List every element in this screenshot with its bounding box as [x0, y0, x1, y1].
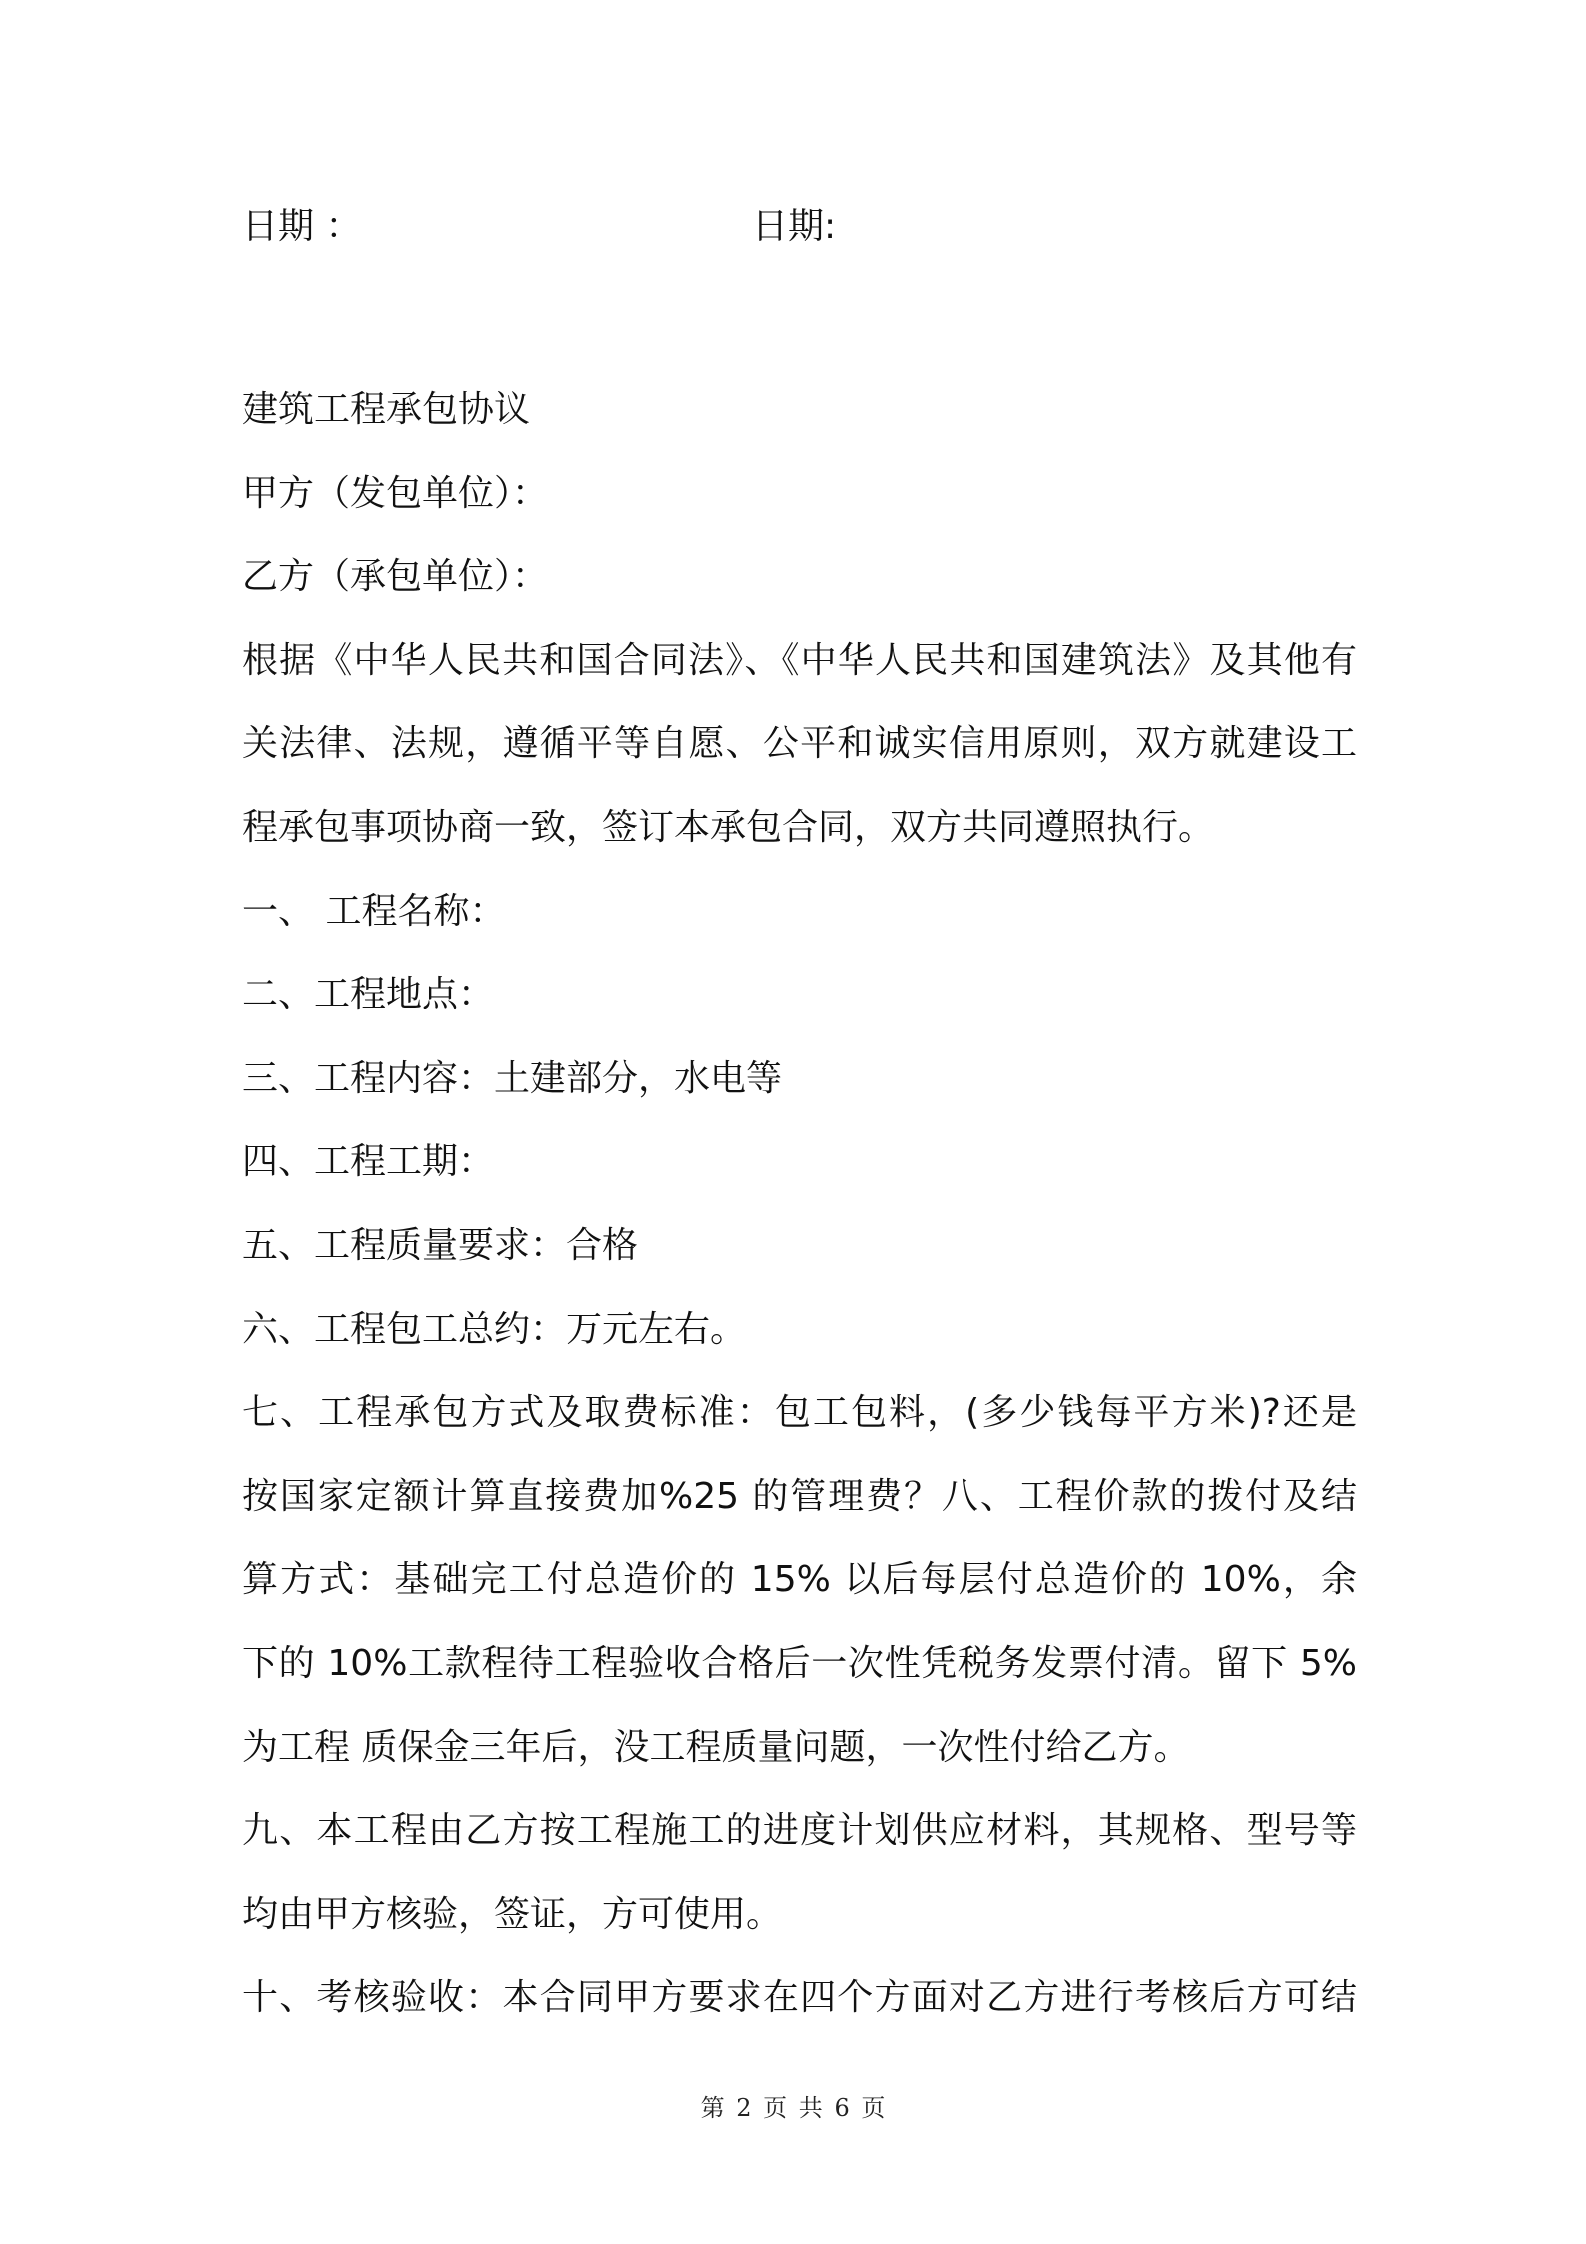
contract-body	[242, 368, 1357, 2040]
clause-total-contract: 六、工程包工总约：万元左右。	[242, 1308, 747, 1350]
clause-materials-line: 九、本工程由乙方按工程施工的进度计划供应材料，其规格、型号等	[242, 1810, 1357, 1852]
clause-payment-line: 按国家定额计算直接费加%25 的管理费？八、工程价款的拨付及结	[242, 1475, 1357, 1517]
date-label-left: 日期 ：	[242, 206, 362, 247]
clause-acceptance-line: 十、考核验收：本合同甲方要求在四个方面对乙方进行考核后方可结	[242, 1977, 1357, 2019]
clause-materials-line: 均由甲方核验，签证，方可使用。	[242, 1893, 783, 1935]
clause-quality-requirement: 五、工程质量要求：合格	[242, 1224, 639, 1266]
clause-project-location: 二、工程地点：	[242, 974, 495, 1016]
page-footer: 第 2 页 共 6 页	[700, 2094, 886, 2122]
preamble-line: 关法律、法规，遵循平等自愿、公平和诚实信用原则，双方就建设工	[242, 723, 1357, 765]
clause-payment-line: 算方式：基础完工付总造价的 15% 以后每层付总造价的 10%，余	[242, 1559, 1357, 1601]
clause-payment-line: 下的 10%工款程待工程验收合格后一次性凭税务发票付清。留下 5%	[242, 1642, 1357, 1684]
preamble-line: 程承包事项协商一致，签订本承包合同，双方共同遵照执行。	[242, 806, 1215, 848]
party-a-line: 甲方（发包单位）：	[242, 472, 549, 514]
clause-project-duration: 四、工程工期：	[242, 1141, 495, 1183]
date-label-right: 日期:	[752, 206, 837, 247]
clause-project-name: 一、 工程名称：	[242, 890, 506, 932]
clause-payment-line: 为工程 质保金三年后，没工程质量问题，一次性付给乙方。	[242, 1726, 1190, 1768]
clause-payment-line: 七、工程承包方式及取费标准：包工包料，(多少钱每平方米)?还是	[242, 1392, 1357, 1434]
clause-project-content: 三、工程内容：土建部分，水电等	[242, 1057, 783, 1099]
party-b-line: 乙方（承包单位）：	[242, 556, 549, 598]
preamble-line: 根据《中华人民共和国合同法》、《中华人民共和国建筑法》及其他有	[242, 639, 1357, 681]
document-title: 建筑工程承包协议	[242, 389, 531, 430]
